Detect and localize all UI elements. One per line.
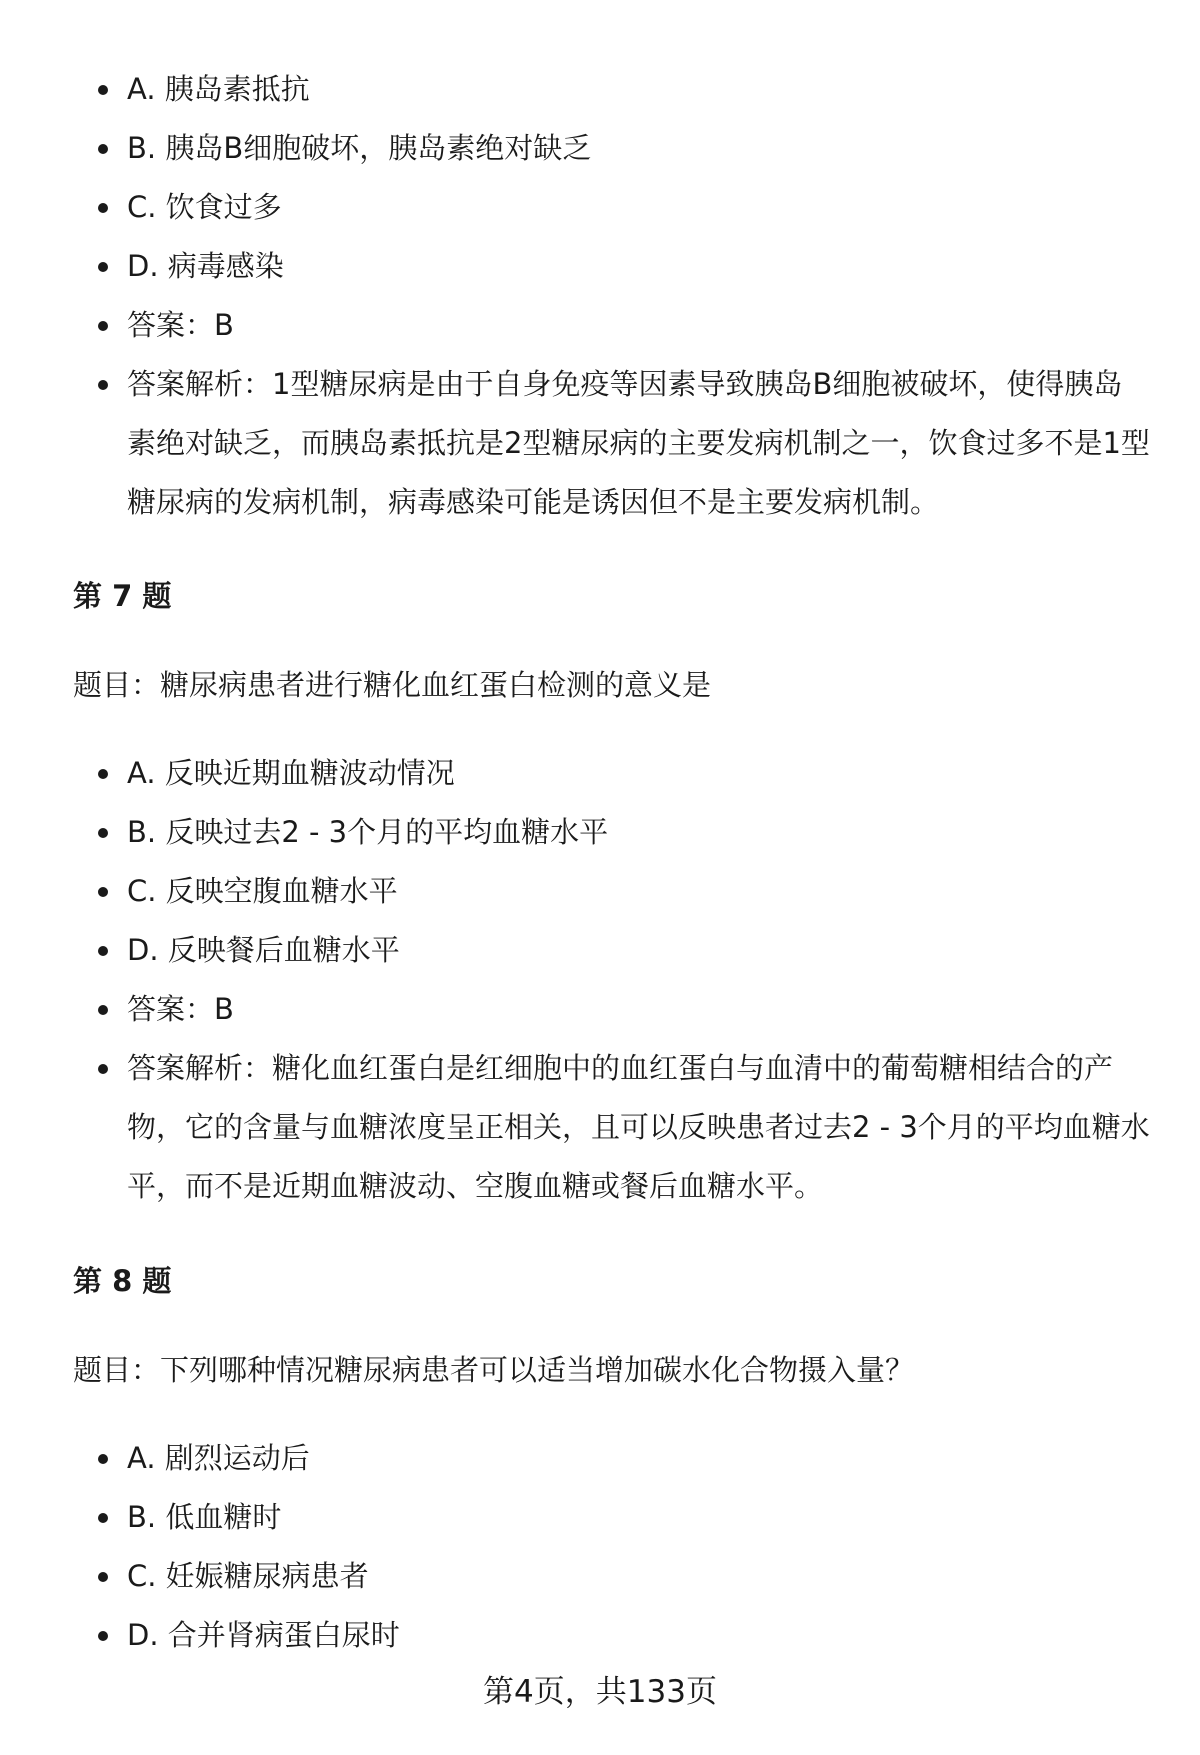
- option-a: A. 剧烈运动后: [0, 1429, 1200, 1488]
- option-c: C. 反映空腹血糖水平: [0, 862, 1200, 921]
- question-7-heading: 第 7 题: [73, 579, 172, 613]
- question-8-text: 题目：下列哪种情况糖尿病患者可以适当增加碳水化合物摄入量？: [73, 1353, 915, 1387]
- answer: 答案：B: [0, 296, 1200, 355]
- answer: 答案：B: [0, 980, 1200, 1039]
- question-8-heading: 第 8 题: [73, 1264, 172, 1298]
- answer-explanation: 答案解析：1型糖尿病是由于自身免疫等因素导致胰岛B细胞被破坏，使得胰岛素绝对缺乏，而胰岛素抵抗是2型糖尿病的主要发病机制之一，饮食过多不是1型糖尿病的发病机制，病毒感染可能是诱因但不是主要发病机制。: [0, 355, 1200, 532]
- question-8-options: [0, 1429, 1200, 1665]
- option-d: D. 反映餐后血糖水平: [0, 921, 1200, 980]
- prev-question-options: [0, 60, 1200, 532]
- answer-explanation: 答案解析：糖化血红蛋白是红细胞中的血红蛋白与血清中的葡萄糖相结合的产物，它的含量与血糖浓度呈正相关，且可以反映患者过去2 - 3个月的平均血糖水平，而不是近期血糖波动、空腹血糖或餐后血糖水平。: [0, 1039, 1200, 1216]
- option-d: D. 病毒感染: [0, 237, 1200, 296]
- option-b: B. 胰岛B细胞破坏，胰岛素绝对缺乏: [0, 119, 1200, 178]
- option-c: C. 饮食过多: [0, 178, 1200, 237]
- question-7-options: [0, 744, 1200, 1216]
- option-a: A. 反映近期血糖波动情况: [0, 744, 1200, 803]
- option-d: D. 合并肾病蛋白尿时: [0, 1606, 1200, 1665]
- page-number: 第4页，共133页: [483, 1674, 717, 1710]
- option-b: B. 低血糖时: [0, 1488, 1200, 1547]
- option-b: B. 反映过去2 - 3个月的平均血糖水平: [0, 803, 1200, 862]
- question-7-text: 题目：糖尿病患者进行糖化血红蛋白检测的意义是: [73, 668, 712, 702]
- option-a: A. 胰岛素抵抗: [0, 60, 1200, 119]
- option-c: C. 妊娠糖尿病患者: [0, 1547, 1200, 1606]
